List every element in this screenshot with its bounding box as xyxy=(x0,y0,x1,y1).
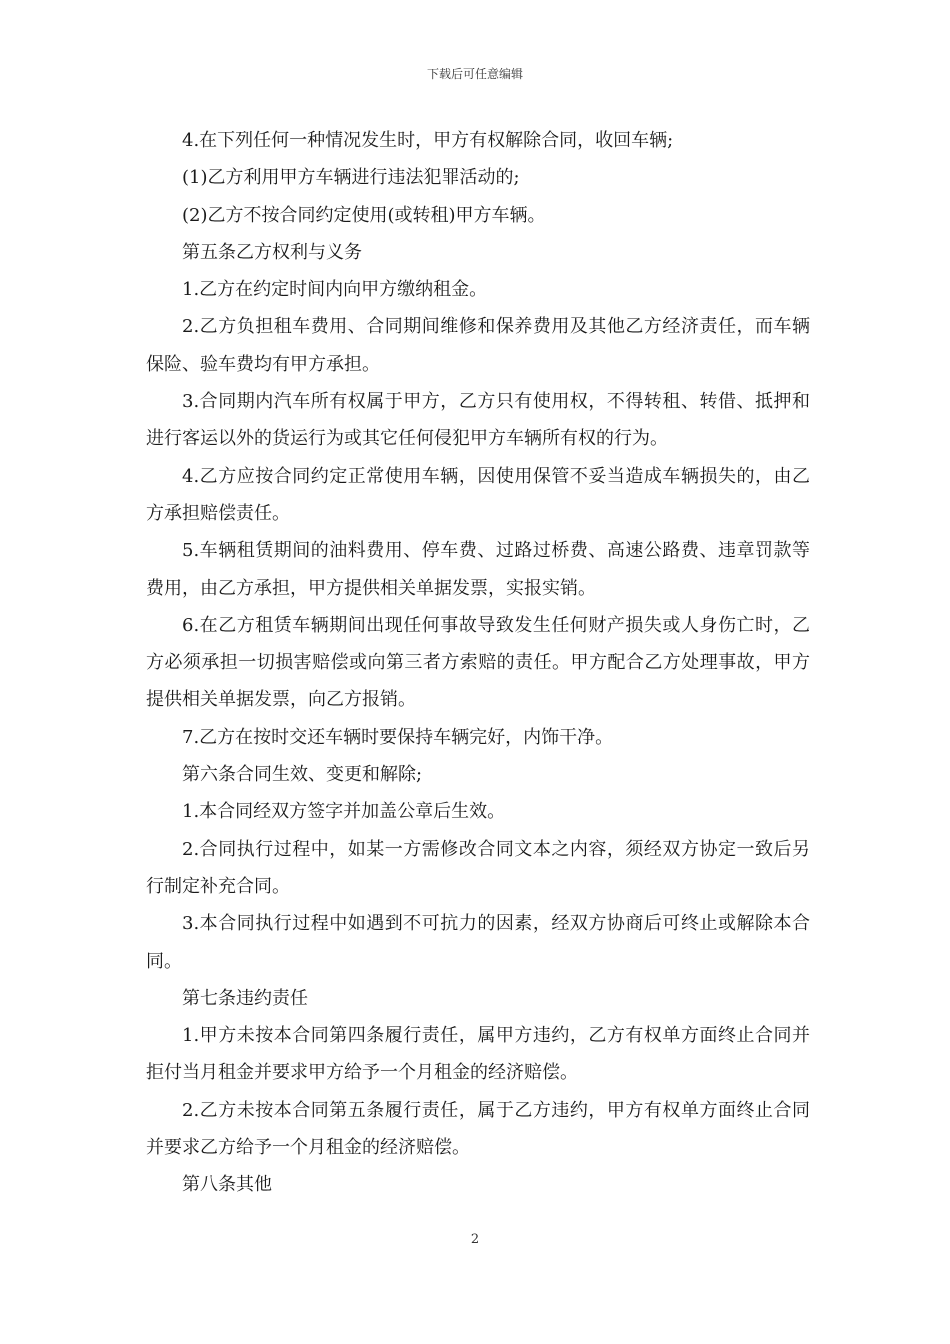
clause-4-termination-rights: 4.在下列任何一种情况发生时，甲方有权解除合同，收回车辆; xyxy=(182,130,674,151)
article-7-item-1: 1.甲方未按本合同第四条履行责任，属甲方违约，乙方有权单方面终止合同并拒付当月租金并要求甲方给予一个月租金的经济赔偿。 xyxy=(146,1025,810,1084)
article-5-item-4: 4.乙方应按合同约定正常使用车辆，因使用保管不妥当造成车辆损失的，由乙方承担赔偿责任。 xyxy=(146,465,810,524)
article-7-heading: 第七条违约责任 xyxy=(182,987,308,1009)
clause-4-item-2: (2)乙方不按合同约定使用(或转租)甲方车辆。 xyxy=(182,204,546,226)
article-6-heading: 第六条合同生效、变更和解除; xyxy=(182,764,423,786)
document-body xyxy=(146,122,810,1204)
article-8-heading: 第八条其他 xyxy=(182,1174,272,1196)
article-5-item-1: 1.乙方在约定时间内向甲方缴纳租金。 xyxy=(182,279,488,301)
page-number: 2 xyxy=(470,1232,480,1247)
article-5-item-6: 6.在乙方租赁车辆期间出现任何事故导致发生任何财产损失或人身伤亡时，乙方必须承担一切损害赔偿或向第三者方索赔的责任。甲方配合乙方处理事故，甲方提供相关单据发票，向乙方报销。 xyxy=(146,614,810,711)
article-6-item-3: 3.本合同执行过程中如遇到不可抗力的因素，经双方协商后可终止或解除本合同。 xyxy=(146,913,810,972)
clause-4-item-1: (1)乙方利用甲方车辆进行违法犯罪活动的; xyxy=(182,167,520,189)
article-5-item-3: 3.合同期内汽车所有权属于甲方，乙方只有使用权，不得转租、转借、抵押和进行客运以外的货运行为或其它任何侵犯甲方车辆所有权的行为。 xyxy=(146,391,810,450)
article-5-item-5: 5.车辆租赁期间的油料费用、停车费、过路过桥费、高速公路费、违章罚款等费用，由乙方承担，甲方提供相关单据发票，实报实销。 xyxy=(146,540,810,599)
article-5-heading: 第五条乙方权利与义务 xyxy=(182,241,362,263)
article-5-item-2: 2.乙方负担租车费用、合同期间维修和保养费用及其他乙方经济责任，而车辆保险、验车费均有甲方承担。 xyxy=(146,316,810,375)
article-6-item-2: 2.合同执行过程中，如某一方需修改合同文本之内容，须经双方协定一致后另行制定补充合同。 xyxy=(146,838,810,897)
article-6-item-1: 1.本合同经双方签字并加盖公章后生效。 xyxy=(182,801,506,823)
article-5-item-7: 7.乙方在按时交还车辆时要保持车辆完好，内饰干净。 xyxy=(182,726,614,748)
article-7-item-2: 2.乙方未按本合同第五条履行责任，属于乙方违约，甲方有权单方面终止合同并要求乙方给予一个月租金的经济赔偿。 xyxy=(146,1099,810,1159)
page-header: 下载后可任意编辑 xyxy=(426,67,523,81)
